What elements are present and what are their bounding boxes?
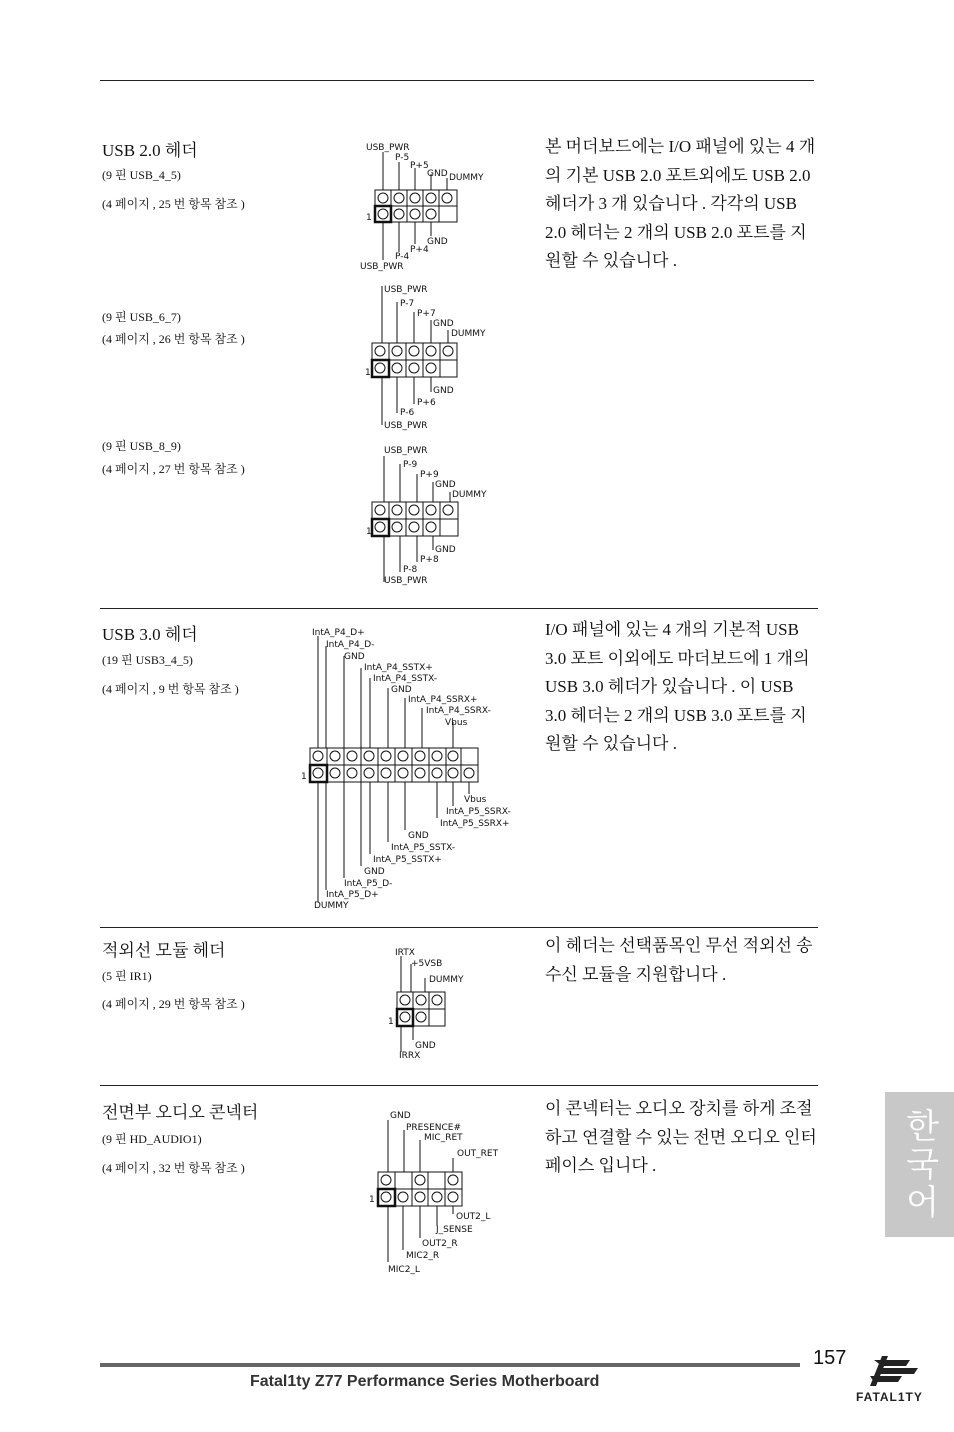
ir-title: 적외선 모듈 헤더	[102, 941, 226, 960]
usb20-title: USB 2.0 헤더	[102, 141, 198, 160]
usb30-bottom-5: IntA_P5_SSTX+	[373, 855, 442, 865]
audio-bottom-1: J_SENSE	[436, 1225, 473, 1235]
ir-diagram	[385, 944, 485, 1062]
usb30-bottom-6: GND	[364, 867, 385, 877]
audio-title: 전면부 오디오 콘넥터	[102, 1103, 259, 1122]
usb20-h1-ref: (4 페이지 , 25 번 항목 참조 )	[102, 197, 245, 211]
audio-top-3: OUT_RET	[457, 1149, 499, 1159]
usb20-d3-top-4: DUMMY	[452, 490, 487, 500]
usb20-h2-pins: (9 핀 USB_6_7)	[102, 310, 181, 324]
usb20-d1-top-1: P-5	[395, 153, 410, 163]
audio-description: 이 콘넥터는 오디오 장치를 하게 조절하고 연결할 수 있는 전면 오디오 인터페이스 입니다 .	[545, 1099, 817, 1175]
ir-description: 이 헤더는 선택품목인 무선 적외선 송수신 모듈을 지원합니다 .	[545, 936, 813, 984]
usb20-d3-bottom-1: P+8	[420, 555, 439, 565]
usb30-diagram	[298, 622, 528, 912]
usb30-ref: (4 페이지 , 9 번 항목 참조 )	[102, 682, 239, 696]
usb20-d1-top-4: DUMMY	[449, 173, 484, 183]
usb20-d3-bottom-0: GND	[435, 545, 456, 555]
page-number: 157	[813, 1347, 847, 1369]
usb20-d1-bottom-0: GND	[427, 237, 448, 247]
usb20-d3-top-3: GND	[435, 480, 456, 490]
rule-audio	[100, 1085, 818, 1086]
audio-bottom-0: OUT2_L	[456, 1212, 491, 1222]
footer-rule	[100, 1363, 800, 1367]
usb20-d1-top-3: GND	[427, 169, 448, 179]
ir-ref: (4 페이지 , 29 번 항목 참조 )	[102, 997, 245, 1011]
usb30-bottom-3: GND	[408, 831, 429, 841]
usb30-top-6: IntA_P4_SSRX+	[408, 695, 478, 705]
usb30-description: I/O 패널에 있는 4 개의 기본적 USB 3.0 포트 이외에도 마더보드에 1 개의 USB 3.0 헤더가 있습니다 . 이 USB 3.0 헤더는 2 개의 USB 3.0 포트를 지원할 수 있습니다 .	[545, 620, 810, 753]
top-rule	[100, 80, 814, 81]
usb30-pin1: 1	[301, 772, 307, 782]
usb20-h2-ref: (4 페이지 , 26 번 항목 참조 )	[102, 332, 245, 346]
usb30-bottom-1: IntA_P5_SSRX-	[446, 807, 511, 817]
audio-ref: (4 페이지 , 32 번 항목 참조 )	[102, 1161, 245, 1175]
usb30-bottom-0: Vbus	[464, 795, 487, 805]
usb20-d2-bottom-2: P-6	[400, 408, 415, 418]
usb20-d3-top-0: USB_PWR	[384, 446, 428, 456]
usb30-bottom-7: IntA_P5_D-	[344, 879, 393, 889]
usb20-d2-pin1: 1	[365, 368, 371, 378]
audio-pin1: 1	[369, 1195, 375, 1205]
audio-bottom-3: MIC2_R	[406, 1251, 440, 1261]
usb20-d3-top-1: P-9	[403, 460, 418, 470]
usb20-d2-bottom-3: USB_PWR	[384, 421, 428, 431]
usb20-d3-bottom-2: P-8	[403, 565, 418, 575]
language-tab-label: 한국어	[899, 1107, 939, 1222]
usb30-top-2: GND	[344, 652, 365, 662]
audio-top-1: PRESENCE#	[406, 1123, 462, 1133]
ir-bottom-1: IRRX	[399, 1051, 421, 1061]
usb20-diagram-2	[360, 280, 510, 435]
usb20-diagram-3	[362, 442, 512, 590]
usb20-d2-top-3: GND	[433, 319, 454, 329]
ir-bottom-0: GND	[415, 1041, 436, 1051]
language-tab	[885, 1092, 954, 1237]
fatal1ty-logo-text: FATAL1TY	[856, 1390, 923, 1404]
usb20-d1-bottom-1: P+4	[410, 245, 429, 255]
footer-title: Fatal1ty Z77 Performance Series Motherboard	[250, 1373, 600, 1390]
usb20-d2-top-2: P+7	[417, 309, 436, 319]
usb30-pins: (19 핀 USB3_4_5)	[102, 653, 193, 667]
audio-bottom-2: OUT2_R	[422, 1239, 458, 1249]
usb30-top-0: IntA_P4_D+	[312, 628, 365, 638]
usb30-bottom-2: IntA_P5_SSRX+	[440, 819, 510, 829]
audio-top-0: GND	[390, 1111, 411, 1121]
usb30-top-3: IntA_P4_SSTX+	[364, 663, 433, 673]
usb30-bottom-9: DUMMY	[314, 901, 349, 911]
usb30-top-1: IntA_P4_D-	[326, 640, 375, 650]
usb20-d1-top-0: USB_PWR	[366, 143, 410, 153]
audio-diagram	[366, 1102, 506, 1277]
audio-pins: (9 핀 HD_AUDIO1)	[102, 1132, 202, 1146]
usb30-bottom-4: IntA_P5_SSTX-	[391, 843, 456, 853]
usb20-d1-bottom-3: USB_PWR	[360, 262, 404, 272]
audio-top-2: MIC_RET	[424, 1133, 463, 1143]
usb30-top-7: IntA_P4_SSRX-	[426, 706, 491, 716]
usb20-description: 본 머더보드에는 I/O 패널에 있는 4 개의 기본 USB 2.0 포트외에도 USB 2.0 헤더가 3 개 있습니다 . 각각의 USB 2.0 헤더는 2 개의 USB 2.0 포트를 지원할 수 있습니다 .	[545, 137, 816, 270]
ir-pin1: 1	[388, 1017, 394, 1027]
usb20-d1-bottom-2: P-4	[395, 252, 410, 262]
usb30-title: USB 3.0 헤더	[102, 625, 198, 644]
usb20-d3-bottom-3: USB_PWR	[384, 576, 428, 586]
ir-top-0: IRTX	[395, 948, 415, 958]
usb20-d2-top-4: DUMMY	[451, 329, 486, 339]
usb30-top-5: GND	[391, 685, 412, 695]
usb20-h3-pins: (9 핀 USB_8_9)	[102, 439, 181, 453]
usb20-d2-top-1: P-7	[400, 299, 415, 309]
ir-pins: (5 핀 IR1)	[102, 969, 152, 983]
usb20-d2-top-0: USB_PWR	[384, 285, 428, 295]
ir-top-1: +5VSB	[411, 959, 443, 969]
usb20-d1-top-2: P+5	[410, 161, 429, 171]
usb30-bottom-8: IntA_P5_D+	[326, 890, 379, 900]
usb20-d3-pin1: 1	[366, 527, 372, 537]
usb30-top-8: Vbus	[445, 718, 468, 728]
usb20-d2-bottom-0: GND	[433, 386, 454, 396]
usb20-h1-pins: (9 핀 USB_4_5)	[102, 168, 181, 182]
usb20-d3-top-2: P+9	[420, 470, 439, 480]
rule-usb30	[100, 608, 818, 609]
usb20-d2-bottom-1: P+6	[417, 398, 436, 408]
audio-bottom-4: MIC2_L	[388, 1265, 420, 1275]
rule-ir	[100, 927, 818, 928]
usb30-top-4: IntA_P4_SSTX-	[373, 674, 438, 684]
usb20-diagram-1	[355, 140, 495, 275]
usb20-h3-ref: (4 페이지 , 27 번 항목 참조 )	[102, 462, 245, 476]
usb20-d1-pin1: 1	[366, 213, 372, 223]
ir-top-2: DUMMY	[429, 975, 464, 985]
